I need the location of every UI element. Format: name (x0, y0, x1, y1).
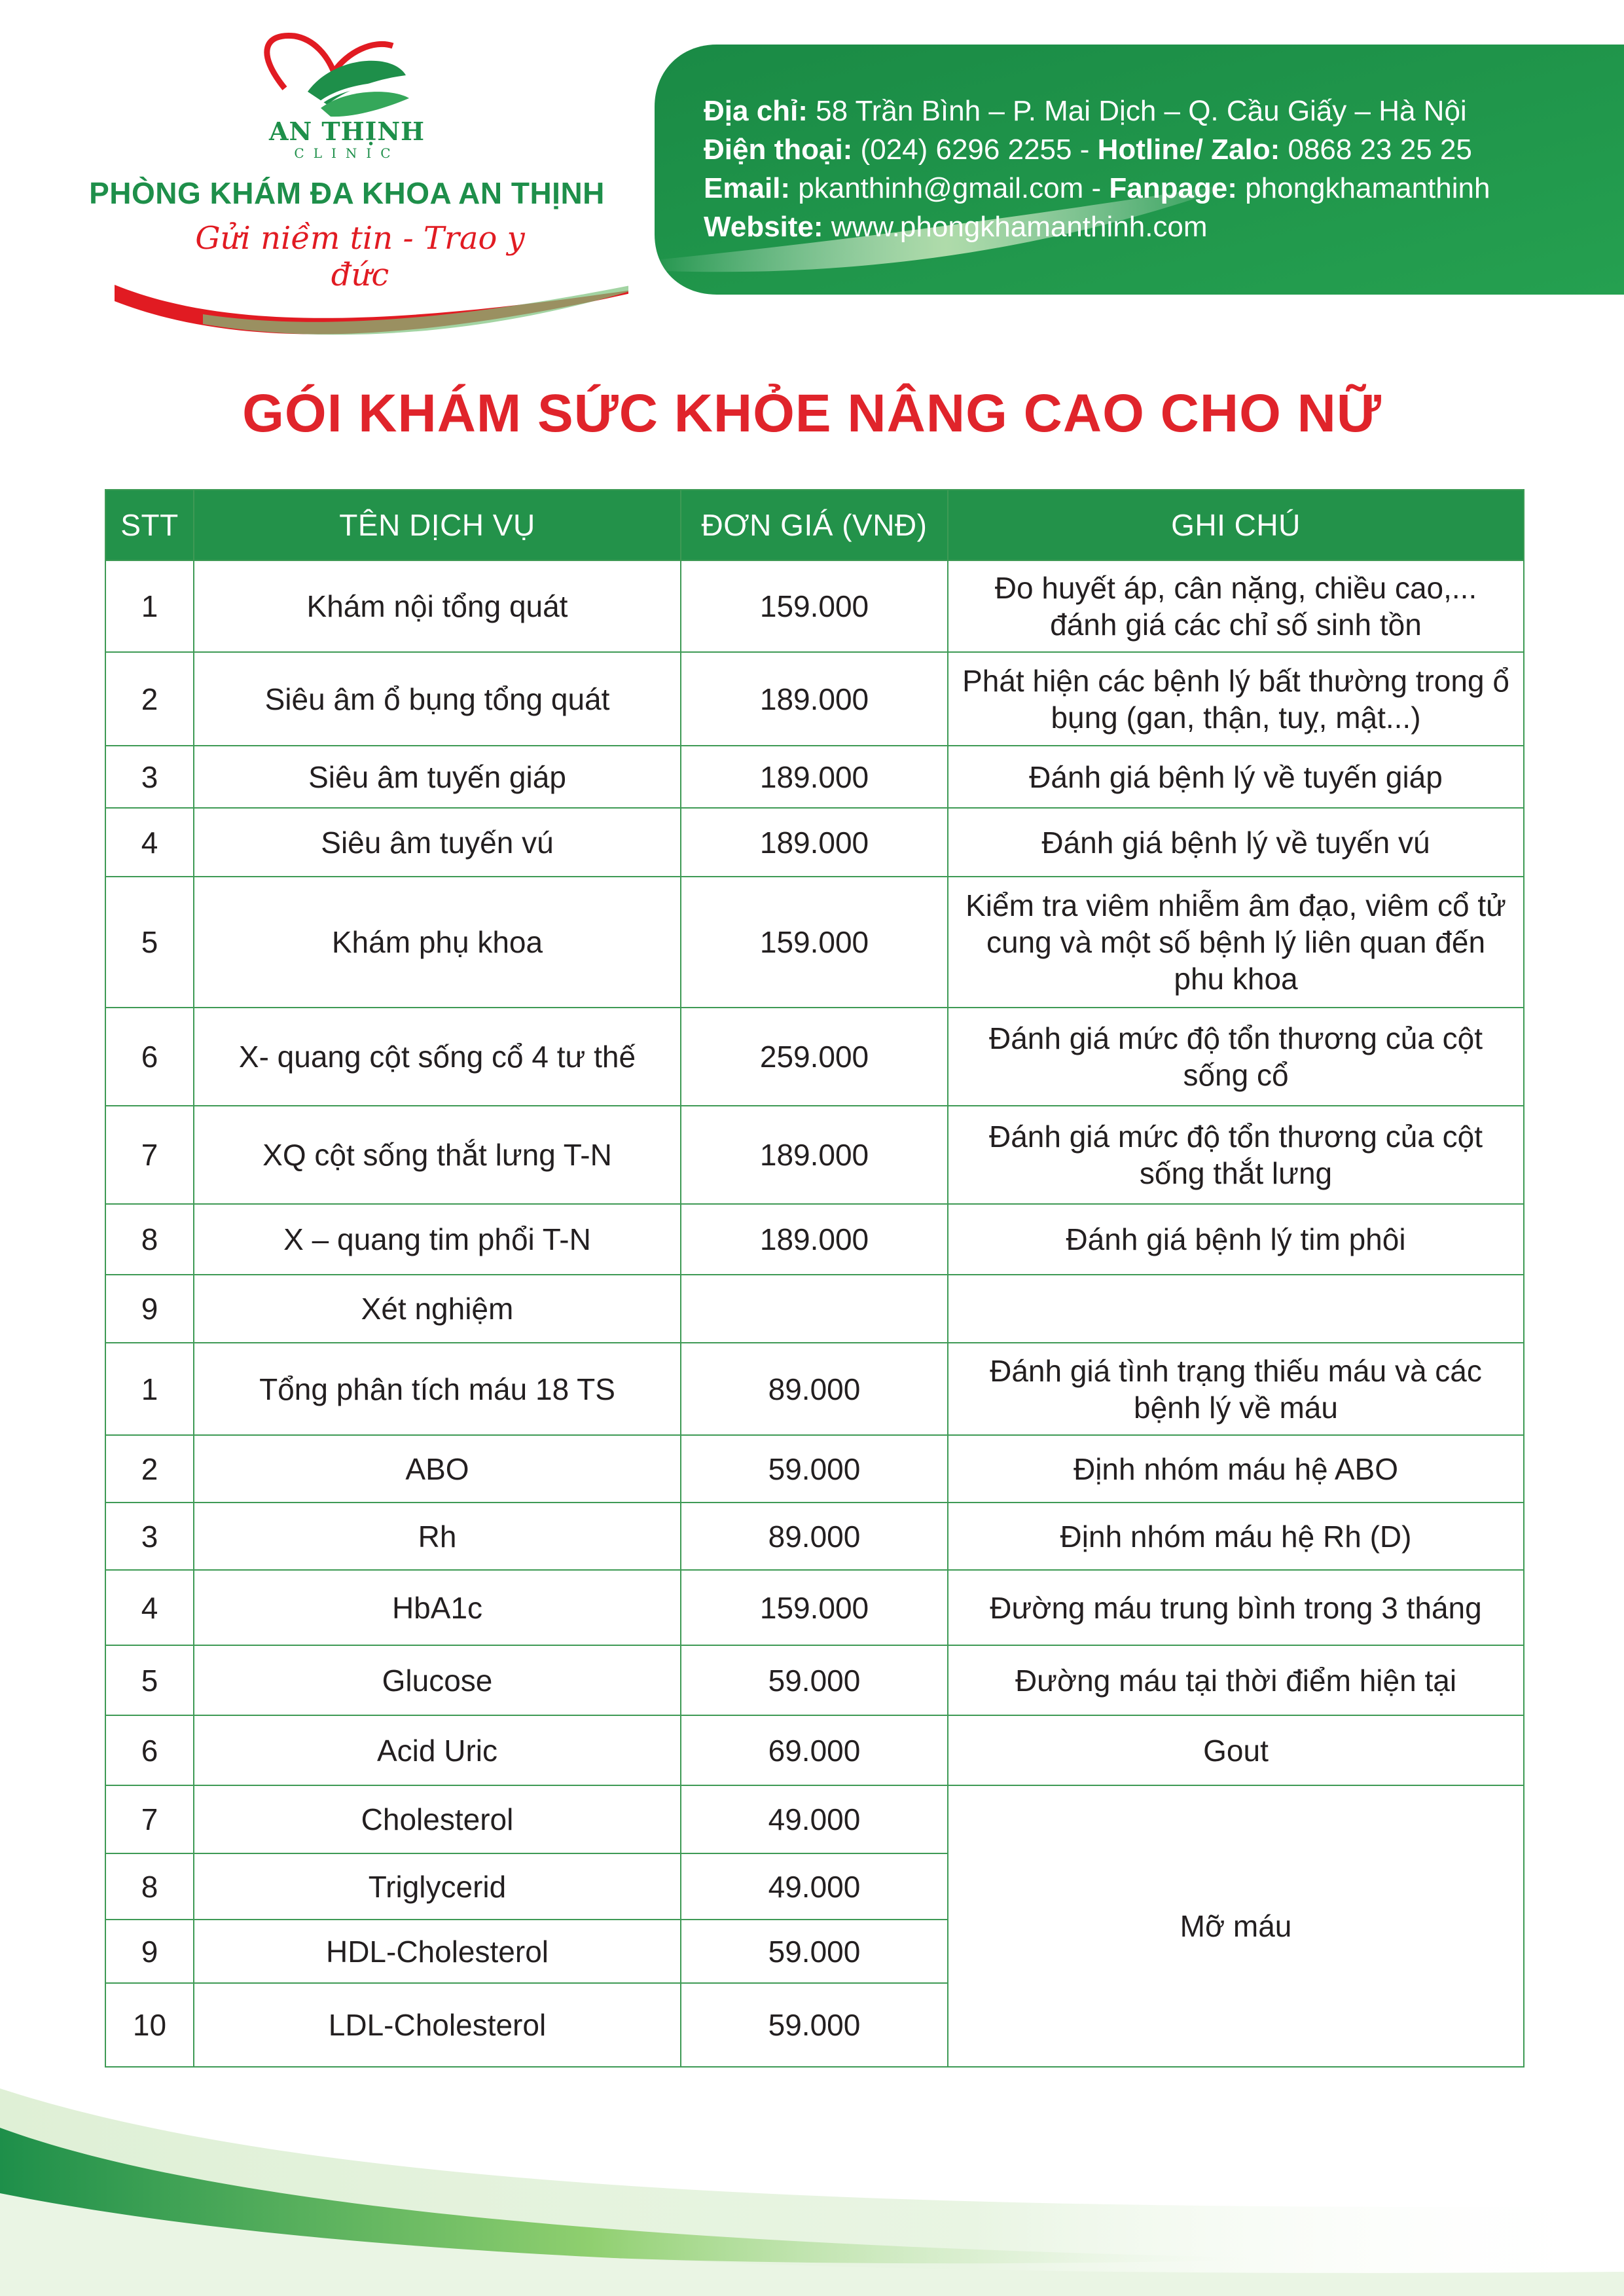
cell-stt: 3 (105, 1503, 194, 1570)
cell-service-name: Siêu âm ổ bụng tổng quát (194, 652, 681, 746)
cell-price: 49.000 (681, 1853, 948, 1920)
table-row (105, 1106, 1524, 1204)
table-row (105, 877, 1524, 1008)
logo-brand-name: AN THỊNH (268, 117, 425, 146)
cell-price: 189.000 (681, 746, 948, 808)
table-row (105, 1785, 1524, 1853)
website-line (704, 208, 1614, 246)
cell-note: Đánh giá bệnh lý tim phôi (948, 1204, 1524, 1275)
cell-price: 159.000 (681, 877, 948, 1008)
cell-service-name: Khám phụ khoa (194, 877, 681, 1008)
table-row (105, 1343, 1524, 1435)
document-title: GÓI KHÁM SỨC KHỎE NÂNG CAO CHO NỮ (242, 384, 1382, 443)
cell-price: 59.000 (681, 1435, 948, 1503)
cell-note: Định nhóm máu hệ Rh (D) (948, 1503, 1524, 1570)
cell-price: 259.000 (681, 1008, 948, 1106)
cell-price: 189.000 (681, 1204, 948, 1275)
address-value: 58 Trần Bình – P. Mai Dịch – Q. Cầu Giấy – Hà Nội (807, 95, 1467, 127)
fanpage-label: Fanpage: (1109, 172, 1237, 204)
cell-note: Đường máu tại thời điểm hiện tại (948, 1645, 1524, 1715)
cell-stt: 1 (105, 560, 194, 652)
phone-label: Điện thoại: (704, 134, 853, 166)
cell-note: Đánh giá mức độ tổn thương của cột sống cổ (948, 1008, 1524, 1106)
cell-service-name: Tổng phân tích máu 18 TS (194, 1343, 681, 1435)
cell-stt: 2 (105, 1435, 194, 1503)
cell-service-name: Rh (194, 1503, 681, 1570)
cell-price (681, 1275, 948, 1343)
cell-note: Đánh giá mức độ tổn thương của cột sống thắt lưng (948, 1106, 1524, 1204)
cell-price: 159.000 (681, 1570, 948, 1645)
cell-service-name: Siêu âm tuyến giáp (194, 746, 681, 808)
cell-service-name: Siêu âm tuyến vú (194, 808, 681, 877)
cell-stt: 5 (105, 877, 194, 1008)
table-row (105, 746, 1524, 808)
address-label: Địa chỉ: (704, 95, 808, 127)
cell-stt: 4 (105, 1570, 194, 1645)
cell-stt: 6 (105, 1715, 194, 1785)
header-stt: STT (105, 490, 194, 560)
table-row (105, 560, 1524, 652)
cell-note: Kiểm tra viêm nhiễm âm đạo, viêm cổ tử cung và một số bệnh lý liên quan đến phu khoa (948, 877, 1524, 1008)
cell-stt: 2 (105, 652, 194, 746)
cell-price: 159.000 (681, 560, 948, 652)
address-line (704, 92, 1614, 130)
cell-price: 59.000 (681, 1983, 948, 2067)
cell-price: 189.000 (681, 652, 948, 746)
header-service-name: TÊN DỊCH VỤ (194, 490, 681, 560)
website-value: www.phongkhamanthinh.com (823, 211, 1208, 243)
cell-service-name: Triglycerid (194, 1853, 681, 1920)
cell-note: Định nhóm máu hệ ABO (948, 1435, 1524, 1503)
cell-note: Đánh giá tình trạng thiếu máu và các bệnh lý về máu (948, 1343, 1524, 1435)
cell-service-name: HbA1c (194, 1570, 681, 1645)
fanpage-value: phongkhamanthinh (1236, 172, 1490, 204)
header-note: GHI CHÚ (948, 490, 1524, 560)
table-row (105, 1204, 1524, 1275)
cell-stt: 8 (105, 1853, 194, 1920)
clinic-logo (39, 26, 628, 367)
table-row (105, 1275, 1524, 1343)
table-row (105, 1715, 1524, 1785)
email-value: pkanthinh@gmail.com - (790, 172, 1110, 204)
cell-stt: 7 (105, 1785, 194, 1853)
cell-service-name: ABO (194, 1435, 681, 1503)
hotline-value: 0868 23 25 25 (1280, 134, 1472, 166)
clinic-name: PHÒNG KHÁM ĐA KHOA AN THỊNH (89, 176, 605, 210)
cell-service-name: Xét nghiệm (194, 1275, 681, 1343)
cell-note: Phát hiện các bệnh lý bất thường trong ổ bụng (gan, thận, tuỵ, mật...) (948, 652, 1524, 746)
phone-value: (024) 6296 2255 - (852, 134, 1098, 166)
table-row (105, 1645, 1524, 1715)
cell-stt: 1 (105, 1343, 194, 1435)
cell-price: 69.000 (681, 1715, 948, 1785)
cell-price: 59.000 (681, 1645, 948, 1715)
cell-service-name: Cholesterol (194, 1785, 681, 1853)
contact-info (704, 92, 1614, 246)
cell-note-merged: Mỡ máu (948, 1785, 1524, 2067)
email-label: Email: (704, 172, 791, 204)
cell-note: Đánh giá bệnh lý về tuyến giáp (948, 746, 1524, 808)
cell-service-name: Acid Uric (194, 1715, 681, 1785)
cell-service-name: LDL-Cholesterol (194, 1983, 681, 2067)
cell-note: Gout (948, 1715, 1524, 1785)
table-row (105, 1570, 1524, 1645)
website-label: Website: (704, 211, 823, 243)
cell-note: Đo huyết áp, cân nặng, chiều cao,... đánh giá các chỉ số sinh tồn (948, 560, 1524, 652)
cell-note (948, 1275, 1524, 1343)
cell-service-name: Glucose (194, 1645, 681, 1715)
cell-stt: 9 (105, 1275, 194, 1343)
cell-service-name: HDL-Cholesterol (194, 1920, 681, 1983)
cell-stt: 7 (105, 1106, 194, 1204)
header-unit-price: ĐƠN GIÁ (VNĐ) (681, 490, 948, 560)
service-price-table (105, 489, 1525, 2068)
table-row (105, 1503, 1524, 1570)
cell-service-name: Khám nội tổng quát (194, 560, 681, 652)
cell-stt: 8 (105, 1204, 194, 1275)
table-row (105, 1435, 1524, 1503)
cell-price: 89.000 (681, 1503, 948, 1570)
cell-price: 89.000 (681, 1343, 948, 1435)
cell-note: Đường máu trung bình trong 3 tháng (948, 1570, 1524, 1645)
logo-brand-sub: CLINIC (294, 145, 400, 161)
hotline-label: Hotline/ Zalo: (1097, 134, 1280, 166)
cell-price: 59.000 (681, 1920, 948, 1983)
cell-service-name: X- quang cột sống cổ 4 tư thế (194, 1008, 681, 1106)
cell-stt: 10 (105, 1983, 194, 2067)
cell-price: 189.000 (681, 808, 948, 877)
table-row (105, 808, 1524, 877)
clinic-slogan: Gửi niềm tin - Trao y đức (195, 220, 525, 293)
footer-wave-decoration (0, 2062, 1624, 2296)
phone-line (704, 130, 1614, 169)
cell-price: 189.000 (681, 1106, 948, 1204)
cell-stt: 3 (105, 746, 194, 808)
cell-stt: 6 (105, 1008, 194, 1106)
cell-service-name: XQ cột sống thắt lưng T-N (194, 1106, 681, 1204)
cell-price: 49.000 (681, 1785, 948, 1853)
cell-note: Đánh giá bệnh lý về tuyến vú (948, 808, 1524, 877)
cell-stt: 4 (105, 808, 194, 877)
table-header-row (105, 490, 1524, 560)
cell-service-name: X – quang tim phổi T-N (194, 1204, 681, 1275)
email-line (704, 169, 1614, 208)
cell-stt: 5 (105, 1645, 194, 1715)
cell-stt: 9 (105, 1920, 194, 1983)
table-row (105, 652, 1524, 746)
table-row (105, 1008, 1524, 1106)
